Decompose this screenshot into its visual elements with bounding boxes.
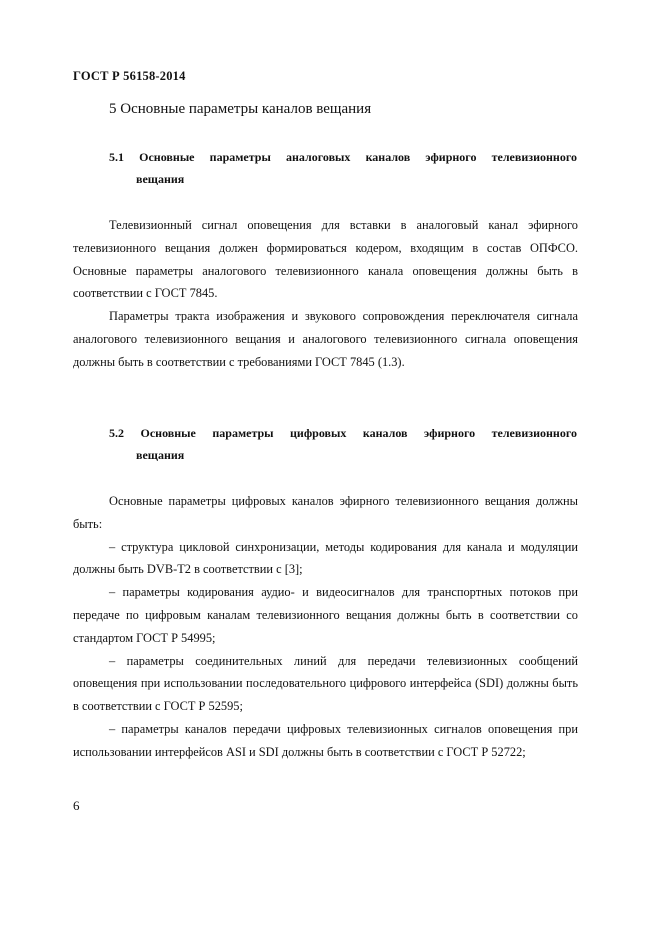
section-title: 5 Основные параметры каналов вещания [109, 101, 372, 117]
page-number: 6 [73, 798, 80, 813]
subsection-5-1-title-line2: вещания [136, 172, 185, 186]
subsection-5-1-body [73, 214, 578, 374]
subsection-5-2-title [109, 422, 577, 466]
paragraph: Параметры тракта изображения и звукового сопровождения переключателя сигнала аналогового телевизионного вещания и аналогового телевизионного сигнала оповещения должны быть в соответствии с требованиями ГОСТ 7845 (1.3). [73, 309, 578, 369]
paragraph: Телевизионный сигнал оповещения для вставки в аналоговый канал эфирного телевизионного вещания должен формироваться кодером, входящим в состав ОПФСО. Основные параметры аналогового телевизионного канала оповещения должны быть в соответствии с ГОСТ 7845. [73, 218, 578, 301]
subsection-5-2-body [73, 490, 578, 764]
list-item: – структура цикловой синхронизации, методы кодирования для канала и модуляции должны быть DVB-T2 в соответствии с [3]; [73, 539, 578, 577]
list-item: – параметры каналов передачи цифровых телевизионных сигналов оповещения при использовании интерфейсов ASI и SDI должны быть в соответствии с ГОСТ Р 52722; [73, 721, 578, 759]
subsection-5-1-title [109, 146, 577, 190]
paragraph: Основные параметры цифровых каналов эфирного телевизионного вещания должны быть: [73, 494, 578, 531]
list-item: – параметры кодирования аудио- и видеосигналов для транспортных потоков при передаче по цифровым каналам телевизионного вещания должны быть в соответствии со стандартом ГОСТ Р 54995; [73, 585, 578, 645]
subsection-5-1-title-line1: 5.1 Основные параметры аналоговых каналов эфирного телевизионного [109, 150, 577, 164]
subsection-5-2-title-line1: 5.2 Основные параметры цифровых каналов эфирного телевизионного [109, 426, 577, 440]
subsection-5-2-title-line2: вещания [136, 448, 185, 462]
list-item: – параметры соединительных линий для передачи телевизионных сообщений оповещения при использовании последовательного цифрового интерфейса (SDI) должны быть в соответствии с ГОСТ Р 52595; [73, 653, 578, 714]
document-header: ГОСТ Р 56158-2014 [73, 69, 186, 83]
